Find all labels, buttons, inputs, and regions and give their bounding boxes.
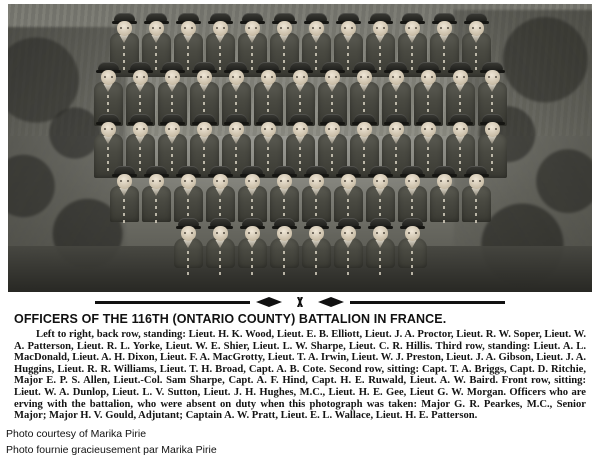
- face: [277, 226, 292, 241]
- uniform-tunic: [398, 238, 427, 268]
- credit-line-english: Photo courtesy of Marika Pirie: [6, 428, 147, 440]
- face: [117, 174, 132, 189]
- face: [117, 21, 132, 36]
- soldier-figure: [173, 166, 203, 222]
- soldier-figure: [205, 166, 235, 222]
- rule-diamond-left: [256, 297, 282, 307]
- face: [453, 122, 468, 137]
- face: [213, 21, 228, 36]
- face: [293, 70, 308, 85]
- face: [165, 122, 180, 137]
- face: [325, 70, 340, 85]
- face: [469, 174, 484, 189]
- rule-bar-right: [350, 301, 505, 304]
- face: [485, 122, 500, 137]
- face: [437, 21, 452, 36]
- face: [405, 174, 420, 189]
- photo-row-front-sitting: [8, 218, 592, 268]
- face: [309, 21, 324, 36]
- soldier-figure: [461, 166, 491, 222]
- uniform-tunic: [238, 186, 267, 222]
- uniform-tunic: [238, 238, 267, 268]
- face: [245, 226, 260, 241]
- uniform-tunic: [366, 238, 395, 268]
- face: [325, 122, 340, 137]
- face: [357, 122, 372, 137]
- soldier-figure: [269, 218, 299, 268]
- decorative-rule: [95, 296, 505, 308]
- credit-line-french: Photo fournie gracieusement par Marika Pirie: [6, 444, 217, 456]
- soldier-figure: [109, 166, 139, 222]
- soldier-figure: [269, 166, 299, 222]
- soldier-figure: [429, 166, 459, 222]
- uniform-tunic: [366, 186, 395, 222]
- face: [277, 174, 292, 189]
- face: [485, 70, 500, 85]
- uniform-tunic: [398, 186, 427, 222]
- uniform-tunic: [270, 238, 299, 268]
- face: [261, 122, 276, 137]
- face: [405, 21, 420, 36]
- face: [181, 21, 196, 36]
- uniform-tunic: [206, 238, 235, 268]
- face: [421, 70, 436, 85]
- face: [373, 226, 388, 241]
- uniform-tunic: [110, 186, 139, 222]
- face: [293, 122, 308, 137]
- uniform-tunic: [270, 186, 299, 222]
- uniform-tunic: [206, 186, 235, 222]
- rule-ornament-center: [291, 297, 309, 307]
- uniform-tunic: [174, 186, 203, 222]
- face: [213, 174, 228, 189]
- soldier-figure: [237, 166, 267, 222]
- photo-image: [8, 4, 592, 292]
- face: [341, 174, 356, 189]
- battalion-officers-photograph: [8, 4, 592, 292]
- face: [133, 122, 148, 137]
- soldier-figure: [237, 218, 267, 268]
- soldier-figure: [301, 218, 331, 268]
- face: [309, 174, 324, 189]
- soldier-figure: [365, 218, 395, 268]
- face: [101, 122, 116, 137]
- face: [373, 174, 388, 189]
- face: [341, 21, 356, 36]
- caption-paragraph: Left to right, back row, standing: Lieut. H. K. Wood, Lieut. E. B. Elliott, Lieut. J. A. Proctor, Lieut. R. W. Soper, Lieut. W. A. Patterson, Lieut. R. L. Yorke, Lieut. W. E. Shier, Lieut. L. W. Sharpe, Lieut. C. R. Hillis. Third row, standing: Lieut. A. L. MacDonald, Lieut. A. H. Dixon, Lieut. F. A. MacGrotty, Lieut. T. A. Irwin, Lieut. W. J. Preston, Lieut. J. A. Gibson, Lieut. J. A. Huggins, Lieut. R. R. Williams, Lieut. T. H. Broad, Capt. A. B. Cote. Second row, sitting: Capt. T. A. Briggs, Capt. D. Ritchie, Major E. P. S. Allen, Lieut.-Col. Sam Sharpe, Capt. A. F. Hind, Capt. H. E. Ruwald, Lieut. A. W. Baird. Front row, sitting: Lieut. W. A. Dunlop, Lieut. L. V. Sutton, Lieut. J. H. Hughes, M.C., Lieut. H. E. Gee, Lieut G. W. Morgan. Officers who are erving with the battalion, who were absent on duty when this photograph was taken: Major G. R. Pearkes, M.C., Senior Major; Major H. V. Gould, Adjutant; Captain A. W. Pratt, Lieut. E. L. Wallace, Lieut. H. E. Patterson.: [14, 329, 586, 422]
- soldier-figure: [333, 218, 363, 268]
- face: [357, 70, 372, 85]
- face: [101, 70, 116, 85]
- face: [309, 226, 324, 241]
- uniform-tunic: [302, 238, 331, 268]
- rule-bar-left: [95, 301, 250, 304]
- photo-row-second-sitting: [8, 166, 592, 222]
- face: [165, 70, 180, 85]
- uniform-tunic: [174, 238, 203, 268]
- face: [341, 226, 356, 241]
- face: [453, 70, 468, 85]
- face: [245, 21, 260, 36]
- face: [437, 174, 452, 189]
- caption-block: [14, 312, 586, 422]
- face: [277, 21, 292, 36]
- face: [389, 70, 404, 85]
- caption-title: OFFICERS OF THE 116TH (ONTARIO COUNTY) BATTALION IN FRANCE.: [14, 312, 447, 326]
- face: [405, 226, 420, 241]
- face: [197, 122, 212, 137]
- face: [373, 21, 388, 36]
- soldier-figure: [365, 166, 395, 222]
- soldier-figure: [397, 218, 427, 268]
- soldier-figure: [141, 166, 171, 222]
- rule-diamond-right: [318, 297, 344, 307]
- face: [389, 122, 404, 137]
- face: [181, 226, 196, 241]
- soldier-figure: [333, 166, 363, 222]
- face: [149, 21, 164, 36]
- face: [261, 70, 276, 85]
- face: [213, 226, 228, 241]
- face: [245, 174, 260, 189]
- uniform-tunic: [334, 186, 363, 222]
- face: [197, 70, 212, 85]
- face: [421, 122, 436, 137]
- caption-body: [14, 329, 586, 422]
- uniform-tunic: [430, 186, 459, 222]
- soldier-figure: [173, 218, 203, 268]
- soldier-figure: [301, 166, 331, 222]
- face: [149, 174, 164, 189]
- uniform-tunic: [142, 186, 171, 222]
- soldier-figure: [205, 218, 235, 268]
- uniform-tunic: [334, 238, 363, 268]
- face: [229, 70, 244, 85]
- uniform-tunic: [302, 186, 331, 222]
- photo-credits: [6, 426, 217, 458]
- face: [229, 122, 244, 137]
- face: [133, 70, 148, 85]
- soldier-figure: [397, 166, 427, 222]
- face: [181, 174, 196, 189]
- uniform-tunic: [462, 186, 491, 222]
- face: [469, 21, 484, 36]
